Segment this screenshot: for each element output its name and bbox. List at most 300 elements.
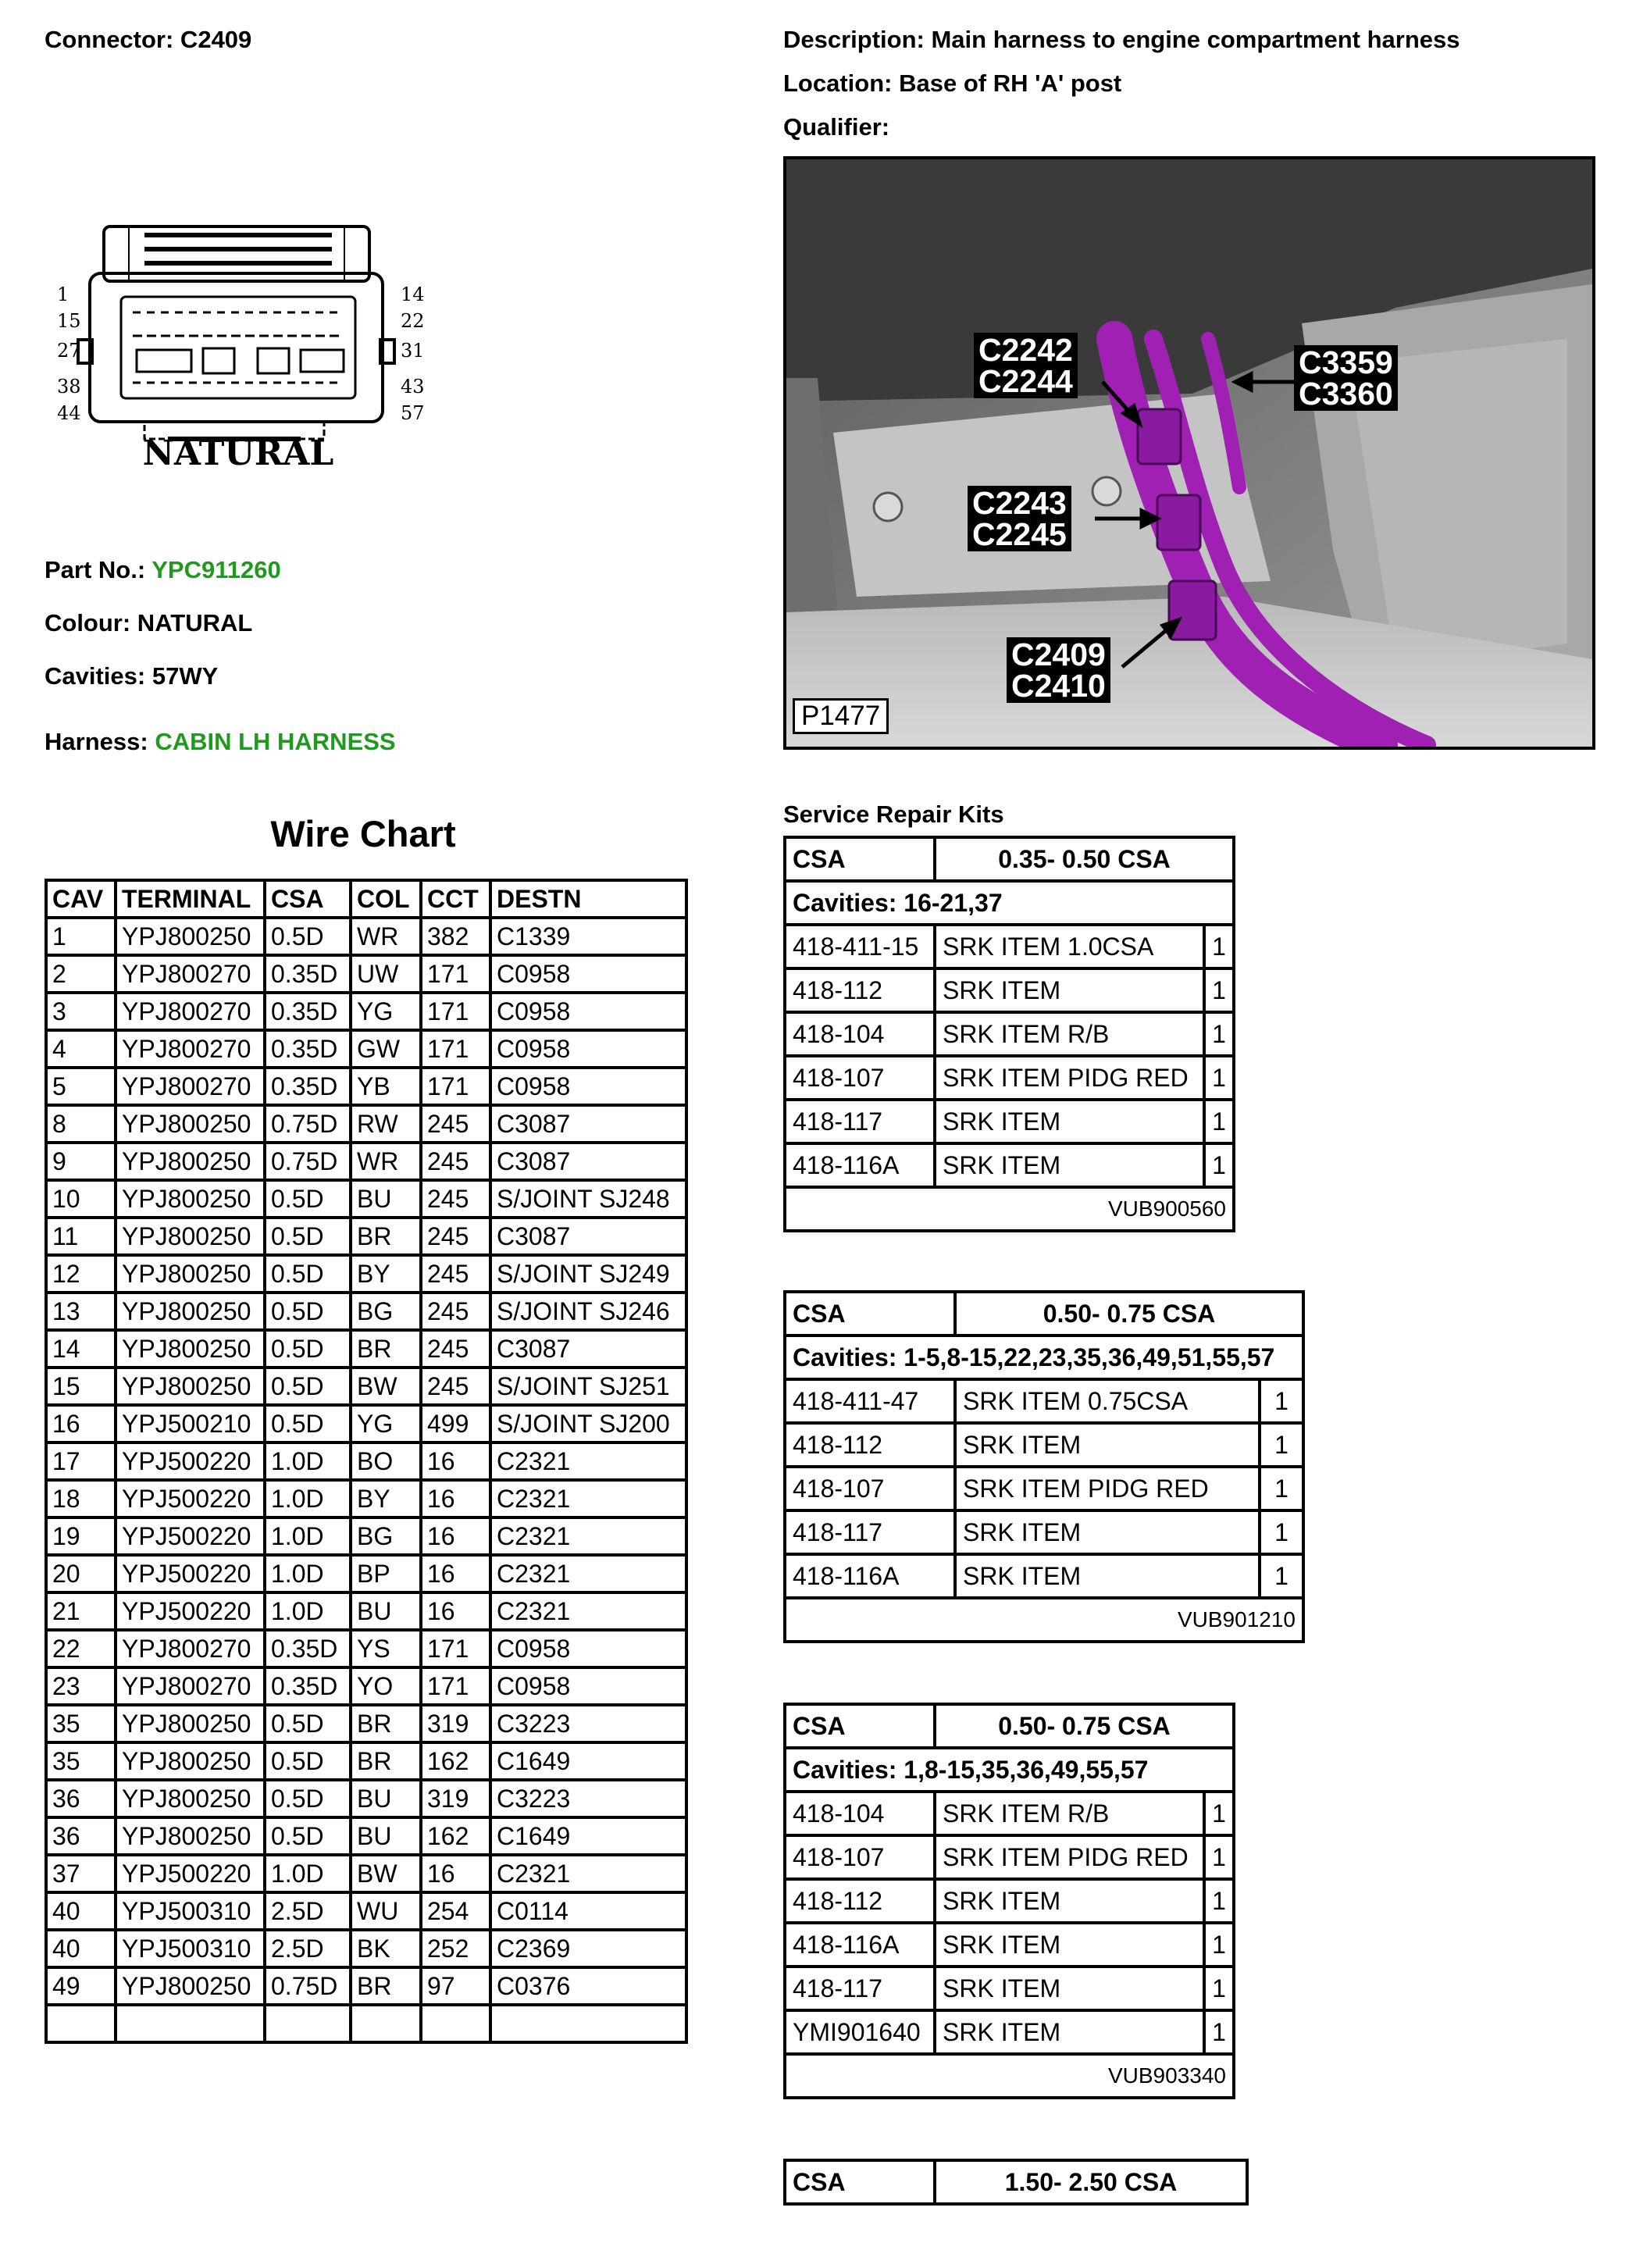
connector-id: Connector: C2409: [45, 26, 252, 53]
circuit-cell: 245: [421, 1293, 490, 1330]
destination-cell: C1339: [490, 918, 686, 955]
kit-item-quantity: 1: [1260, 1510, 1303, 1554]
csa-cell: 0.5D: [265, 1255, 351, 1293]
circuit-cell: 16: [421, 1442, 490, 1480]
circuit-cell: 245: [421, 1368, 490, 1405]
cav-cell: 4: [46, 1030, 116, 1068]
cav-cell: 9: [46, 1143, 116, 1180]
colour-cell: WR: [351, 1143, 421, 1180]
cav-cell: 2: [46, 955, 116, 993]
destination-cell: C2321: [490, 1855, 686, 1892]
kit-item-quantity: 1: [1204, 1056, 1234, 1100]
kit-number-row: [785, 1598, 1303, 1642]
connector-colour-caption: NATURAL: [142, 433, 334, 473]
colour-cell: WR: [351, 918, 421, 955]
cav-cell: 1: [46, 918, 116, 955]
circuit-cell: 254: [421, 1892, 490, 1930]
callout-c2409-c2410: C2409 C2410: [1007, 637, 1110, 703]
terminal-cell: YPJ800250: [116, 1817, 265, 1855]
cav-cell: 12: [46, 1255, 116, 1293]
colour-cell: WU: [351, 1892, 421, 1930]
kit-item-description: SRK ITEM 0.75CSA: [955, 1379, 1260, 1423]
kit-csa-label: CSA: [785, 837, 935, 881]
cav-cell: 21: [46, 1592, 116, 1630]
kit-item-part: 418-411-15: [785, 925, 935, 968]
table-row: [46, 1780, 686, 1817]
destination-cell: C0958: [490, 1667, 686, 1705]
colour-cell: RW: [351, 1105, 421, 1143]
kit-item-row: [785, 1792, 1234, 1835]
table-row: [46, 1105, 686, 1143]
cavity-count: Cavities: 57WY: [45, 662, 219, 690]
kit-header-row: [785, 1292, 1303, 1335]
kit-item-description: SRK ITEM: [935, 968, 1204, 1012]
colour-cell: BU: [351, 1592, 421, 1630]
csa-cell: 0.5D: [265, 1293, 351, 1330]
colour-cell: BG: [351, 1517, 421, 1555]
kit-item-row: [785, 1012, 1234, 1056]
kit-item-part: 418-107: [785, 1835, 935, 1879]
circuit-cell: 16: [421, 1480, 490, 1517]
table-row: [46, 1630, 686, 1667]
terminal-cell: YPJ500220: [116, 1517, 265, 1555]
colour-cell: BG: [351, 1293, 421, 1330]
table-row: [46, 955, 686, 993]
colour-cell: BU: [351, 1180, 421, 1218]
column-header-destination: DESTN: [490, 880, 686, 918]
kit-header-row: [785, 1704, 1234, 1748]
cav-cell: 40: [46, 1892, 116, 1930]
kit-item-quantity: 1: [1204, 1879, 1234, 1923]
wire-chart-header-row: [46, 880, 686, 918]
csa-cell: 0.35D: [265, 1667, 351, 1705]
circuit-cell: 16: [421, 1855, 490, 1892]
kit-item-description: SRK ITEM: [955, 1554, 1260, 1598]
table-row: [46, 1930, 686, 1967]
kit-item-part: 418-117: [785, 1967, 935, 2010]
table-row: [46, 1967, 686, 2005]
csa-cell: 1.0D: [265, 1855, 351, 1892]
table-row: [46, 1892, 686, 1930]
kit-item-description: SRK ITEM PIDG RED: [955, 1467, 1260, 1510]
kit-csa-range: 0.50- 0.75 CSA: [955, 1292, 1303, 1335]
kit-item-quantity: 1: [1204, 1100, 1234, 1143]
colour-cell: BK: [351, 1930, 421, 1967]
kit-item-part: 418-107: [785, 1467, 955, 1510]
column-header-terminal: TERMINAL: [116, 880, 265, 918]
terminal-cell: YPJ500220: [116, 1555, 265, 1592]
destination-cell: C0958: [490, 1030, 686, 1068]
csa-cell: 0.5D: [265, 1368, 351, 1405]
destination-cell: C3087: [490, 1330, 686, 1368]
kit-item-description: SRK ITEM: [935, 2010, 1204, 2054]
cav-cell: 16: [46, 1405, 116, 1442]
table-row: [46, 918, 686, 955]
csa-cell: 0.5D: [265, 1218, 351, 1255]
connector-qualifier: Qualifier:: [783, 113, 890, 141]
kit-item-quantity: 1: [1204, 1967, 1234, 2010]
destination-cell: S/JOINT SJ249: [490, 1255, 686, 1293]
terminal-cell: YPJ500310: [116, 1892, 265, 1930]
csa-cell: [265, 2005, 351, 2042]
kit-item-description: SRK ITEM PIDG RED: [935, 1835, 1204, 1879]
circuit-cell: 252: [421, 1930, 490, 1967]
kit-item-row: [785, 1056, 1234, 1100]
table-row: [46, 1143, 686, 1180]
table-row: [46, 1592, 686, 1630]
circuit-cell: 171: [421, 1630, 490, 1667]
cav-cell: 14: [46, 1330, 116, 1368]
destination-cell: S/JOINT SJ251: [490, 1368, 686, 1405]
colour-cell: BR: [351, 1330, 421, 1368]
destination-cell: C3223: [490, 1705, 686, 1742]
destination-cell: S/JOINT SJ200: [490, 1405, 686, 1442]
circuit-cell: 245: [421, 1105, 490, 1143]
kit-item-part: 418-112: [785, 968, 935, 1012]
kit-item-part: 418-116A: [785, 1554, 955, 1598]
destination-cell: C1649: [490, 1817, 686, 1855]
csa-cell: 0.35D: [265, 1068, 351, 1105]
cav-cell: 18: [46, 1480, 116, 1517]
terminal-cell: YPJ800250: [116, 1368, 265, 1405]
table-row: [46, 1667, 686, 1705]
terminal-cell: YPJ800250: [116, 1330, 265, 1368]
terminal-cell: YPJ500220: [116, 1442, 265, 1480]
colour-cell: BR: [351, 1742, 421, 1780]
destination-cell: C2321: [490, 1442, 686, 1480]
colour-cell: BY: [351, 1255, 421, 1293]
column-header-cav: CAV: [46, 880, 116, 918]
kit-item-description: SRK ITEM: [935, 1967, 1204, 2010]
colour-cell: YO: [351, 1667, 421, 1705]
destination-cell: C0958: [490, 993, 686, 1030]
csa-cell: 0.5D: [265, 1817, 351, 1855]
cav-cell: 17: [46, 1442, 116, 1480]
table-row: [46, 1517, 686, 1555]
kit-item-quantity: 1: [1204, 968, 1234, 1012]
kit-cavities-row: [785, 1335, 1303, 1379]
kit-item-quantity: 1: [1204, 1143, 1234, 1187]
colour-cell: BY: [351, 1480, 421, 1517]
kit-item-part: 418-411-47: [785, 1379, 955, 1423]
destination-cell: S/JOINT SJ246: [490, 1293, 686, 1330]
cav-cell: 23: [46, 1667, 116, 1705]
table-row: [46, 1555, 686, 1592]
circuit-cell: 171: [421, 993, 490, 1030]
kit-number: VUB901210: [785, 1598, 1303, 1642]
colour-cell: [351, 2005, 421, 2042]
wire-chart-title: Wire Chart: [270, 813, 456, 854]
harness-link[interactable]: CABIN LH HARNESS: [155, 728, 396, 755]
kit-csa-range: 0.50- 0.75 CSA: [935, 1704, 1234, 1748]
kit-item-quantity: 1: [1204, 1835, 1234, 1879]
kit-item-description: SRK ITEM: [935, 1923, 1204, 1967]
cav-cell: 20: [46, 1555, 116, 1592]
circuit-cell: 162: [421, 1817, 490, 1855]
service-repair-kits-title: Service Repair Kits: [783, 801, 1004, 828]
colour-cell: UW: [351, 955, 421, 993]
csa-cell: 1.0D: [265, 1592, 351, 1630]
circuit-cell: 171: [421, 1667, 490, 1705]
table-row: [46, 1442, 686, 1480]
csa-cell: 1.0D: [265, 1555, 351, 1592]
kit-cavities: Cavities: 16-21,37: [785, 881, 1234, 925]
kit-item-quantity: 1: [1260, 1379, 1303, 1423]
kit-item-description: SRK ITEM R/B: [935, 1792, 1204, 1835]
repair-kit-4: [783, 2159, 1249, 2206]
colour-cell: YG: [351, 993, 421, 1030]
kit-item-description: SRK ITEM 1.0CSA: [935, 925, 1204, 968]
cav-cell: [46, 2005, 116, 2042]
destination-cell: C0958: [490, 1068, 686, 1105]
kit-cavities: Cavities: 1-5,8-15,22,23,35,36,49,51,55,57: [785, 1335, 1303, 1379]
cav-cell: 36: [46, 1780, 116, 1817]
csa-cell: 1.0D: [265, 1480, 351, 1517]
terminal-cell: YPJ800250: [116, 1967, 265, 2005]
destination-cell: C3087: [490, 1105, 686, 1143]
terminal-cell: [116, 2005, 265, 2042]
cav-cell: 49: [46, 1967, 116, 2005]
csa-cell: 0.5D: [265, 1742, 351, 1780]
kit-number-row: [785, 2054, 1234, 2098]
circuit-cell: 16: [421, 1517, 490, 1555]
csa-cell: 0.75D: [265, 1105, 351, 1143]
destination-cell: [490, 2005, 686, 2042]
terminal-cell: YPJ800250: [116, 1705, 265, 1742]
kit-item-part: 418-107: [785, 1056, 935, 1100]
kit-csa-label: CSA: [785, 1704, 935, 1748]
csa-cell: 0.35D: [265, 1630, 351, 1667]
kit-item-quantity: 1: [1204, 925, 1234, 968]
table-row: [46, 1742, 686, 1780]
circuit-cell: 171: [421, 955, 490, 993]
destination-cell: C3087: [490, 1218, 686, 1255]
cav-cell: 35: [46, 1705, 116, 1742]
kit-item-description: SRK ITEM R/B: [935, 1012, 1204, 1056]
table-row: [46, 1068, 686, 1105]
kit-item-part: 418-112: [785, 1879, 935, 1923]
kit-item-description: SRK ITEM: [935, 1879, 1204, 1923]
harness-name: Harness: CABIN LH HARNESS: [45, 728, 396, 755]
terminal-cell: YPJ800250: [116, 1742, 265, 1780]
terminal-cell: YPJ500220: [116, 1592, 265, 1630]
terminal-cell: YPJ800270: [116, 955, 265, 993]
kit-number-row: [785, 1187, 1234, 1231]
cav-cell: 35: [46, 1742, 116, 1780]
kit-item-description: SRK ITEM: [955, 1423, 1260, 1467]
destination-cell: C1649: [490, 1742, 686, 1780]
kit-csa-label: CSA: [785, 1292, 955, 1335]
table-row: [46, 1330, 686, 1368]
part-number: Part No.: YPC911260: [45, 556, 281, 583]
terminal-cell: YPJ800250: [116, 1218, 265, 1255]
kit-item-quantity: 1: [1260, 1554, 1303, 1598]
kit-item-row: [785, 1967, 1234, 2010]
destination-cell: C0958: [490, 955, 686, 993]
cav-cell: 37: [46, 1855, 116, 1892]
csa-cell: 0.5D: [265, 1330, 351, 1368]
circuit-cell: [421, 2005, 490, 2042]
column-header-circuit: CCT: [421, 880, 490, 918]
table-row: [46, 1705, 686, 1742]
kit-cavities: Cavities: 1,8-15,35,36,49,55,57: [785, 1748, 1234, 1792]
kit-item-row: [785, 1143, 1234, 1187]
kit-header-row: [785, 837, 1234, 881]
terminal-cell: YPJ500210: [116, 1405, 265, 1442]
cav-cell: 10: [46, 1180, 116, 1218]
cav-cell: 40: [46, 1930, 116, 1967]
table-row: [46, 1368, 686, 1405]
part-number-link[interactable]: YPC911260: [151, 556, 281, 583]
terminal-cell: YPJ800250: [116, 1180, 265, 1218]
kit-item-row: [785, 1879, 1234, 1923]
table-row: [46, 993, 686, 1030]
cav-cell: 19: [46, 1517, 116, 1555]
column-header-colour: COL: [351, 880, 421, 918]
circuit-cell: 245: [421, 1255, 490, 1293]
table-row: [46, 1855, 686, 1892]
colour-cell: BU: [351, 1780, 421, 1817]
csa-cell: 0.5D: [265, 1180, 351, 1218]
connector-location: Location: Base of RH 'A' post: [783, 70, 1122, 97]
repair-kit-2: [783, 1290, 1305, 1643]
kit-item-row: [785, 1554, 1303, 1598]
terminal-cell: YPJ800250: [116, 1255, 265, 1293]
colour-cell: BW: [351, 1855, 421, 1892]
destination-cell: C0114: [490, 1892, 686, 1930]
kit-item-row: [785, 1467, 1303, 1510]
terminal-cell: YPJ800270: [116, 1630, 265, 1667]
destination-cell: S/JOINT SJ248: [490, 1180, 686, 1218]
colour-cell: GW: [351, 1030, 421, 1068]
csa-cell: 0.35D: [265, 955, 351, 993]
table-row: [46, 2005, 686, 2042]
cav-cell: 15: [46, 1368, 116, 1405]
colour-cell: YS: [351, 1630, 421, 1667]
kit-item-row: [785, 1379, 1303, 1423]
circuit-cell: 162: [421, 1742, 490, 1780]
csa-cell: 0.35D: [265, 1030, 351, 1068]
kit-cavities-row: [785, 1748, 1234, 1792]
destination-cell: C2321: [490, 1480, 686, 1517]
circuit-cell: 245: [421, 1330, 490, 1368]
terminal-cell: YPJ800250: [116, 1143, 265, 1180]
kit-csa-range: 0.35- 0.50 CSA: [935, 837, 1234, 881]
csa-cell: 0.75D: [265, 1967, 351, 2005]
connector-colour: Colour: NATURAL: [45, 609, 253, 637]
csa-cell: 1.0D: [265, 1442, 351, 1480]
kit-header-row: [785, 2160, 1247, 2204]
cav-cell: 8: [46, 1105, 116, 1143]
colour-cell: BO: [351, 1442, 421, 1480]
csa-cell: 0.5D: [265, 1705, 351, 1742]
pin-labels-right: 14 22 31 43 57: [401, 284, 425, 424]
csa-cell: 0.5D: [265, 1780, 351, 1817]
destination-cell: C2321: [490, 1555, 686, 1592]
colour-cell: YB: [351, 1068, 421, 1105]
kit-item-row: [785, 968, 1234, 1012]
circuit-cell: 499: [421, 1405, 490, 1442]
terminal-cell: YPJ800250: [116, 1780, 265, 1817]
colour-cell: BU: [351, 1817, 421, 1855]
kit-item-part: YMI901640: [785, 2010, 935, 2054]
csa-cell: 2.5D: [265, 1892, 351, 1930]
circuit-cell: 382: [421, 918, 490, 955]
terminal-cell: YPJ800270: [116, 1068, 265, 1105]
circuit-cell: 245: [421, 1180, 490, 1218]
destination-cell: C2369: [490, 1930, 686, 1967]
terminal-cell: YPJ800270: [116, 1030, 265, 1068]
kit-item-part: 418-116A: [785, 1923, 935, 1967]
column-header-csa: CSA: [265, 880, 351, 918]
callout-c3359-c3360: C3359 C3360: [1294, 345, 1398, 411]
pin-labels-left: 1 15 27 38 44: [57, 284, 81, 424]
terminal-cell: YPJ800270: [116, 993, 265, 1030]
kit-item-part: 418-117: [785, 1100, 935, 1143]
kit-item-description: SRK ITEM: [935, 1143, 1204, 1187]
terminal-cell: YPJ500310: [116, 1930, 265, 1967]
kit-item-quantity: 1: [1204, 1923, 1234, 1967]
kit-item-part: 418-104: [785, 1792, 935, 1835]
circuit-cell: 319: [421, 1780, 490, 1817]
csa-cell: 0.5D: [265, 918, 351, 955]
table-row: [46, 1293, 686, 1330]
kit-item-part: 418-117: [785, 1510, 955, 1554]
colour-cell: BR: [351, 1967, 421, 2005]
circuit-cell: 171: [421, 1068, 490, 1105]
kit-csa-range: 1.50- 2.50 CSA: [935, 2160, 1247, 2204]
kit-item-quantity: 1: [1204, 1792, 1234, 1835]
csa-cell: 0.75D: [265, 1143, 351, 1180]
kit-item-row: [785, 1923, 1234, 1967]
csa-cell: 0.5D: [265, 1405, 351, 1442]
connector-description: Description: Main harness to engine compartment harness: [783, 26, 1460, 53]
circuit-cell: 319: [421, 1705, 490, 1742]
csa-cell: 1.0D: [265, 1517, 351, 1555]
callout-c2243-c2245: C2243 C2245: [968, 486, 1071, 551]
colour-cell: BW: [351, 1368, 421, 1405]
harness-location-image: [786, 159, 1592, 747]
table-row: [46, 1255, 686, 1293]
terminal-cell: YPJ800270: [116, 1667, 265, 1705]
colour-cell: YG: [351, 1405, 421, 1442]
table-row: [46, 1817, 686, 1855]
cav-cell: 11: [46, 1218, 116, 1255]
terminal-cell: YPJ800250: [116, 1293, 265, 1330]
destination-cell: C2321: [490, 1517, 686, 1555]
csa-cell: 2.5D: [265, 1930, 351, 1967]
destination-cell: C0958: [490, 1630, 686, 1667]
cav-cell: 5: [46, 1068, 116, 1105]
kit-item-row: [785, 925, 1234, 968]
table-row: [46, 1480, 686, 1517]
wire-chart-table: [45, 879, 688, 2044]
circuit-cell: 171: [421, 1030, 490, 1068]
circuit-cell: 16: [421, 1592, 490, 1630]
kit-number: VUB903340: [785, 2054, 1234, 2098]
cav-cell: 13: [46, 1293, 116, 1330]
terminal-cell: YPJ800250: [116, 1105, 265, 1143]
kit-item-quantity: 1: [1204, 1012, 1234, 1056]
circuit-cell: 97: [421, 1967, 490, 2005]
callout-c2242-c2244: C2242 C2244: [974, 333, 1078, 398]
colour-cell: BP: [351, 1555, 421, 1592]
table-row: [46, 1030, 686, 1068]
circuit-cell: 245: [421, 1218, 490, 1255]
circuit-cell: 16: [421, 1555, 490, 1592]
kit-number: VUB900560: [785, 1187, 1234, 1231]
kit-item-part: 418-112: [785, 1423, 955, 1467]
